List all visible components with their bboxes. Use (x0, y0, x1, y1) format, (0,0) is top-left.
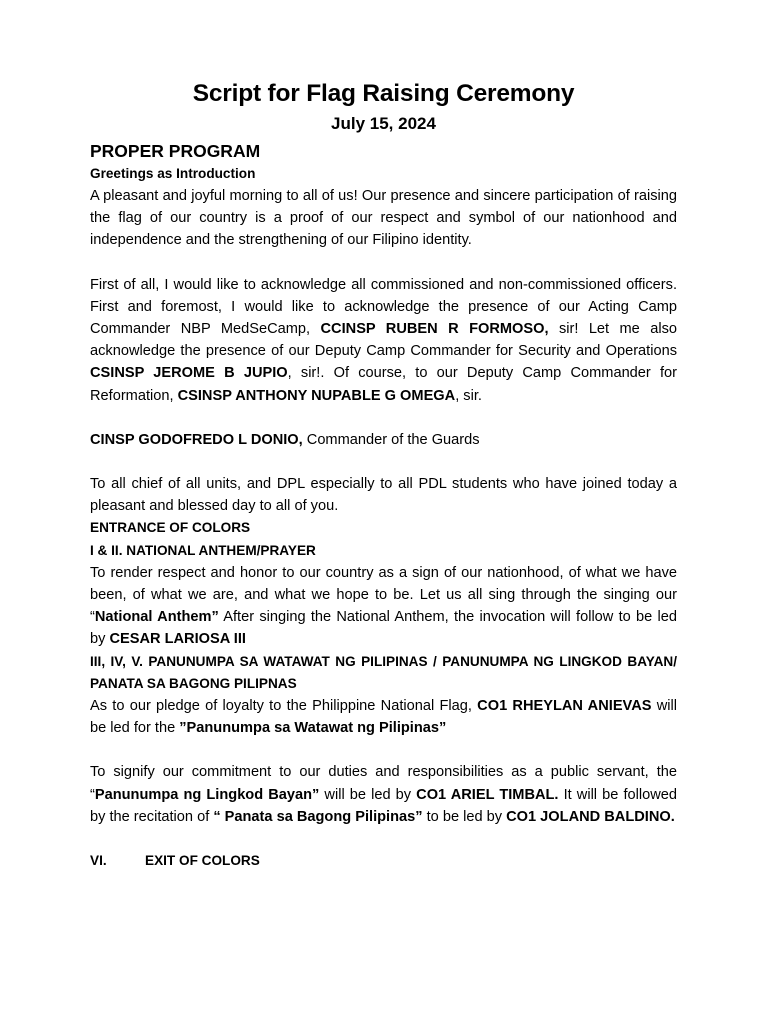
commit-text-4: to be led by (422, 808, 507, 825)
commit-text-3: It will be followed by the recitation of (90, 786, 677, 825)
pledge-bold-1: CO1 RHEYLAN ANIEVAS (477, 698, 652, 715)
commit-bold-3: “ Panata sa Bagong Pilipinas” (213, 808, 423, 825)
units-paragraph: To all chief of all units, and DPL especially to all PDL students who have joined today a pleasant and blessed day to all of you. (90, 476, 677, 515)
anthem-text-2: After singing the National Anthem, the invocation will follow to be led by (90, 609, 677, 648)
acknowledgement-paragraph (90, 274, 677, 407)
ack-text-3: , sir!. Of course, to our Deputy Camp Commander for Reformation, (90, 365, 678, 404)
pledge-paragraph (90, 695, 677, 739)
ack-name-formoso: CCINSP RUBEN R FORMOSO, (320, 321, 549, 338)
anthem-bold-1: National Anthem” (94, 609, 219, 626)
commit-bold-2: CO1 ARIEL TIMBAL. (416, 786, 559, 803)
anthem-text-1: To render respect and honor to our country as a sign of our nationhood, of what we have been, of what we are, and what we hope to be. Let us all sing through the singing our “ (90, 564, 677, 626)
commit-text-1: To signify our commitment to our duties and responsibilities as a public servant, the “ (90, 764, 677, 803)
guards-name: CINSP GODOFREDO L DONIO, (90, 431, 303, 448)
greetings-heading: Greetings as Introduction (90, 166, 256, 181)
ack-text-4: , sir. (455, 387, 482, 404)
pledge-text-1: As to our pledge of loyalty to the Philippine National Flag, (90, 698, 478, 715)
guards-role: Commander of the Guards (302, 431, 480, 448)
ack-text-2: sir! Let me also acknowledge the presence of our Deputy Camp Commander for Security and Operations (90, 321, 677, 360)
exit-heading (90, 850, 677, 872)
guards-paragraph (90, 429, 677, 451)
exit-number: VI. (90, 853, 107, 869)
document-title: Script for Flag Raising Ceremony (192, 80, 575, 107)
commitment-paragraph (90, 761, 677, 828)
commit-bold-4: CO1 JOLAND BALDINO. (506, 808, 675, 825)
document-page (90, 78, 677, 872)
pledge-bold-2: ”Panunumpa sa Watawat ng Pilipinas” (179, 720, 447, 737)
ack-text-1: First of all, I would like to acknowledge all commissioned and non-commissioned officers. First and foremost, I would like to acknowledge the presence of our Acting Camp Commander NBP MedSeCamp, (90, 276, 677, 338)
exit-label: EXIT OF COLORS (145, 853, 260, 869)
greetings-paragraph: A pleasant and joyful morning to all of us! Our presence and sincere participation of raising the flag of our country is a proof of our respect and symbol of our nationhood and independence and the strengthening of our Filipino identity. (90, 188, 677, 249)
pledge-text-2: will be led for the (90, 698, 678, 737)
anthem-bold-2: CESAR LARIOSA III (109, 631, 246, 648)
document-date: July 15, 2024 (331, 114, 436, 133)
commit-text-2: will be led by (319, 786, 417, 803)
program-heading: PROPER PROGRAM (90, 141, 261, 161)
entrance-heading: ENTRANCE OF COLORS (90, 520, 251, 536)
anthem-heading: I & II. NATIONAL ANTHEM/PRAYER (90, 542, 316, 558)
ack-name-jupio: CSINSP JEROME B JUPIO (90, 365, 288, 382)
commit-bold-1: Panunumpa ng Lingkod Bayan” (94, 786, 320, 803)
anthem-paragraph (90, 562, 677, 651)
ack-name-omega: CSINSP ANTHONY NUPABLE G OMEGA (177, 387, 456, 404)
panunumpa-heading: III, IV, V. PANUNUMPA SA WATAWAT NG PILIPINAS / PANUNUMPA NG LINGKOD BAYAN/ PANATA SA BAGONG PILIPNAS (90, 653, 677, 691)
